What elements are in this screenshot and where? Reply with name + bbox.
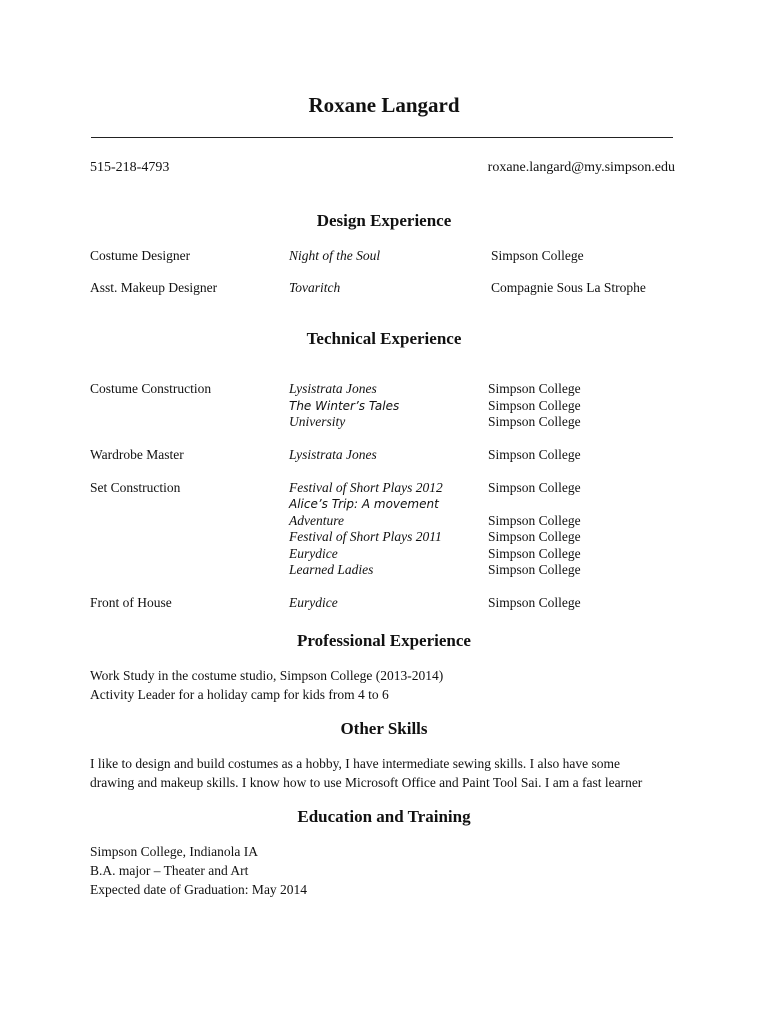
education-item: Expected date of Graduation: May 2014 <box>90 882 308 897</box>
technical-role: Costume Construction <box>90 381 212 396</box>
technical-production: The Winter’s Tales <box>289 399 400 413</box>
skills-line: drawing and makeup skills. I know how to use Microsoft Office and Paint Tool Sai. I am a fast learner <box>90 775 643 790</box>
technical-production: Alice’s Trip: A movement <box>289 497 439 511</box>
technical-place: Simpson College <box>488 480 581 495</box>
technical-production: Eurydice <box>289 595 338 610</box>
professional-item: Activity Leader for a holiday camp for kids from 4 to 6 <box>90 687 389 702</box>
technical-experience-heading: Technical Experience <box>306 329 462 348</box>
design-role: Costume Designer <box>90 248 191 263</box>
technical-place: Simpson College <box>488 513 581 528</box>
technical-production: Eurydice <box>289 546 338 561</box>
professional-experience-heading: Professional Experience <box>297 631 471 650</box>
technical-place: Simpson College <box>488 595 581 610</box>
education-heading: Education and Training <box>297 807 471 826</box>
technical-production: Festival of Short Plays 2012 <box>289 480 443 495</box>
resume-name: Roxane Langard <box>308 93 460 117</box>
design-place: Compagnie Sous La Strophe <box>491 280 646 295</box>
technical-place: Simpson College <box>488 447 581 462</box>
professional-item: Work Study in the costume studio, Simpson College (2013-2014) <box>90 668 444 683</box>
technical-role: Front of House <box>90 595 172 610</box>
phone-number: 515-218-4793 <box>90 160 170 175</box>
technical-place: Simpson College <box>488 546 581 561</box>
technical-production: Adventure <box>289 513 344 528</box>
education-list <box>90 842 690 899</box>
technical-production: Learned Ladies <box>289 562 374 577</box>
other-skills-heading: Other Skills <box>340 719 428 738</box>
design-production: Night of the Soul <box>289 248 381 263</box>
technical-role: Set Construction <box>90 480 181 495</box>
education-item: B.A. major – Theater and Art <box>90 863 249 878</box>
design-place: Simpson College <box>491 248 584 263</box>
technical-place: Simpson College <box>488 414 581 429</box>
technical-production: Lysistrata Jones <box>289 447 377 462</box>
design-production: Tovaritch <box>289 280 341 295</box>
education-item: Simpson College, Indianola IA <box>90 844 258 859</box>
technical-production: University <box>289 414 346 429</box>
email-address: roxane.langard@my.simpson.edu <box>487 160 675 175</box>
technical-place: Simpson College <box>488 529 581 544</box>
header-divider <box>91 137 673 138</box>
technical-role: Wardrobe Master <box>90 447 184 462</box>
technical-production: Festival of Short Plays 2011 <box>289 529 442 544</box>
skills-line: I like to design and build costumes as a hobby, I have intermediate sewing skills. I also have some <box>90 756 621 771</box>
skills-paragraph <box>90 754 690 792</box>
technical-production: Lysistrata Jones <box>289 381 377 396</box>
technical-place: Simpson College <box>488 562 581 577</box>
design-role: Asst. Makeup Designer <box>90 280 218 295</box>
technical-place: Simpson College <box>488 381 581 396</box>
design-experience-heading: Design Experience <box>316 211 452 230</box>
professional-list <box>90 666 690 704</box>
technical-place: Simpson College <box>488 398 581 413</box>
